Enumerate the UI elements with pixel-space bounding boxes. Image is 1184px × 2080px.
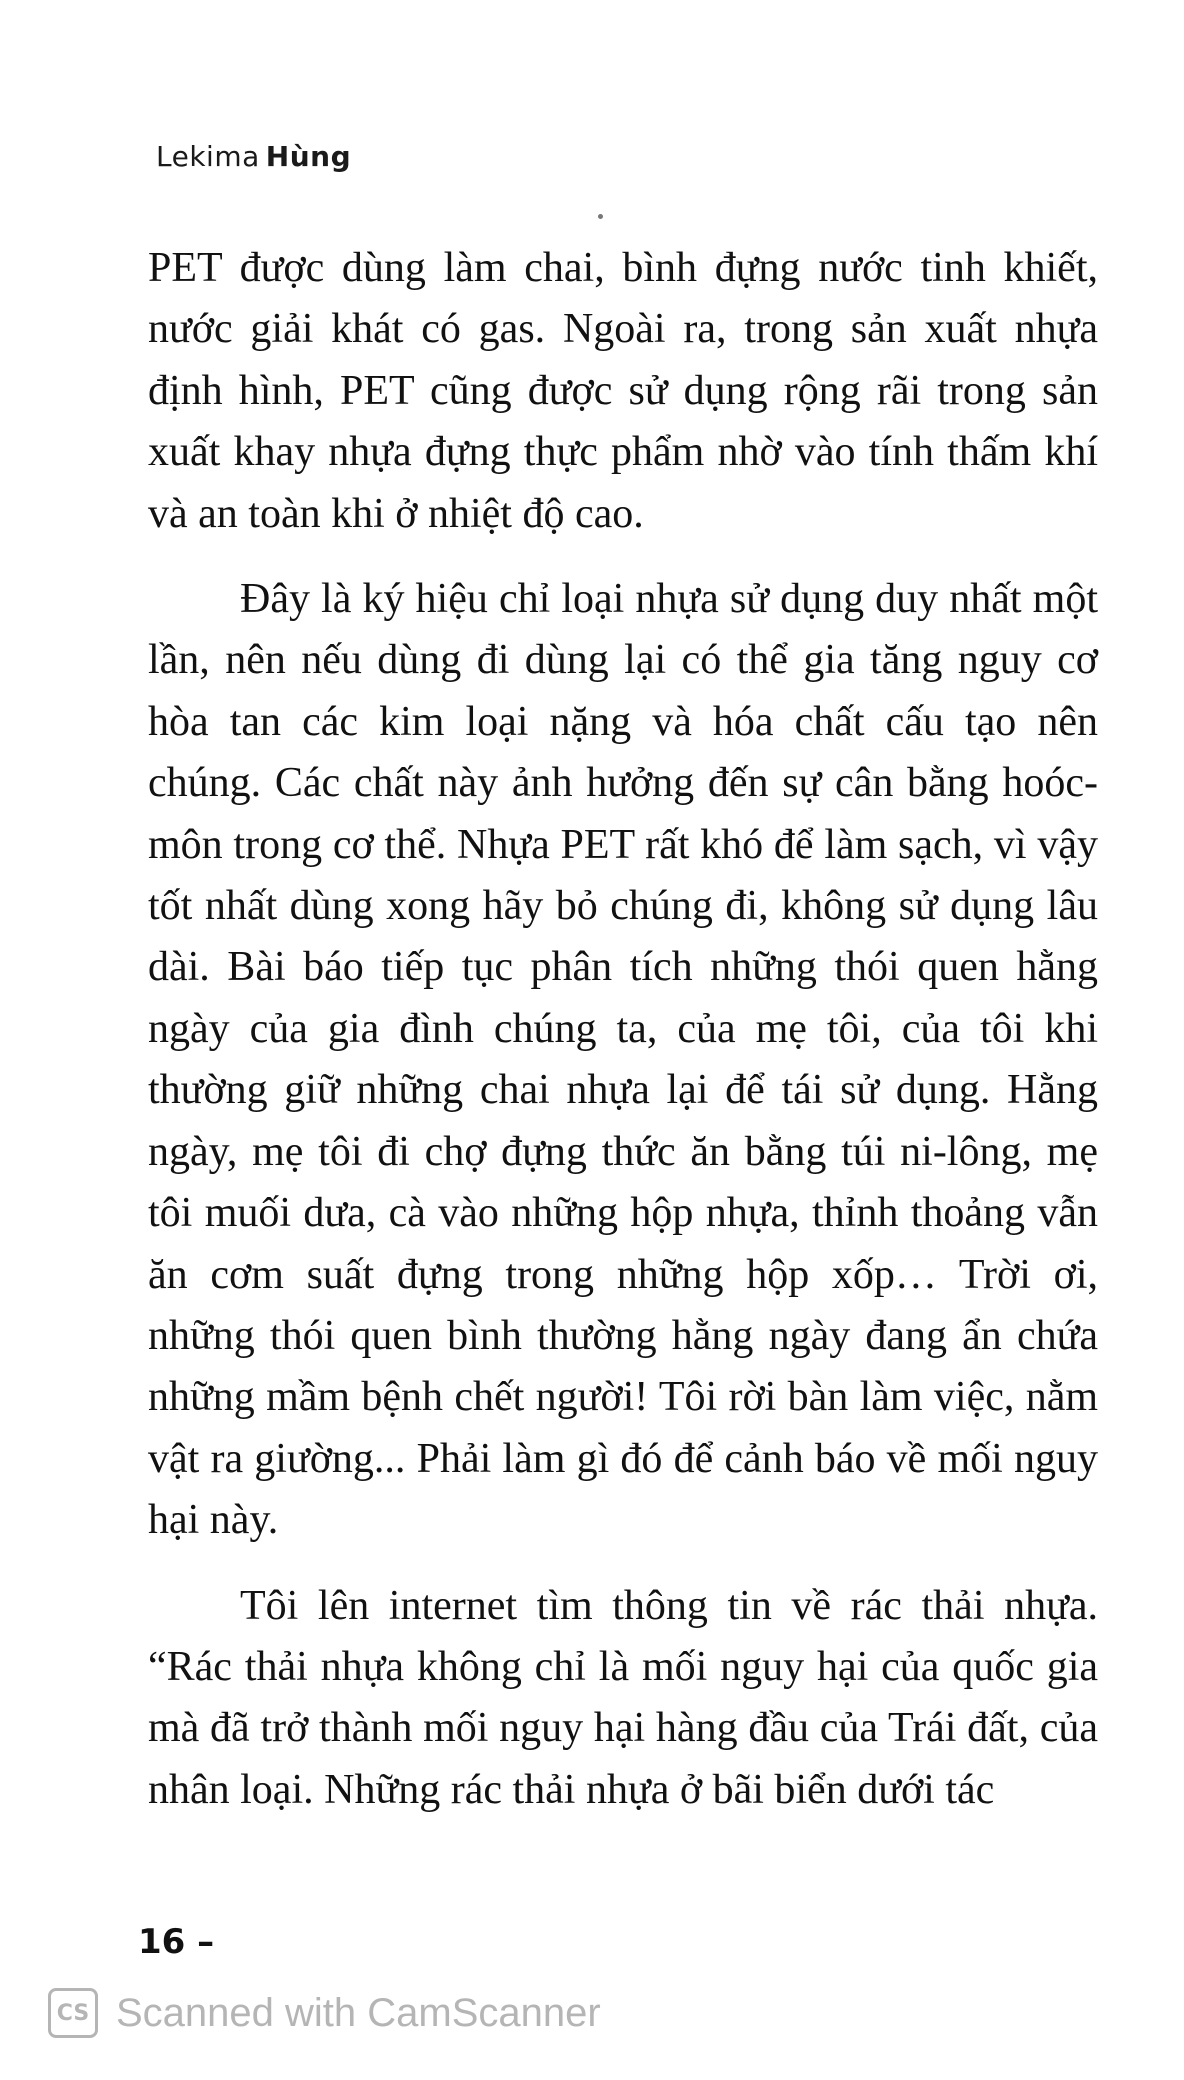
scanner-watermark: [48, 1988, 601, 2038]
author-first-name: Hùng: [265, 140, 352, 173]
running-header: [156, 140, 351, 173]
author-last-name: Lekima: [156, 140, 260, 173]
paragraph-1: PET được dùng làm chai, bình đựng nước tinh khiết, nước giải khát có gas. Ngoài ra, trong sản xuất nhựa định hình, PET cũng được sử dụng rộng rãi trong sản xuất khay nhựa đựng thực phẩm nhờ vào tính thấm khí và an toàn khi ở nhiệt độ cao.: [148, 245, 1098, 537]
scanner-watermark-text: Scanned with CamScanner: [116, 1990, 601, 2035]
body-text: [148, 238, 1098, 1845]
paragraph-2: Đây là ký hiệu chỉ loại nhựa sử dụng duy nhất một lần, nên nếu dùng đi dùng lại có thể gia tăng nguy cơ hòa tan các kim loại nặng và hóa chất cấu tạo nên chúng. Các chất này ảnh hưởng đến sự cân bằng hoóc-môn trong cơ thể. Nhựa PET rất khó để làm sạch, vì vậy tốt nhất dùng xong hãy bỏ chúng đi, không sử dụng lâu dài. Bài báo tiếp tục phân tích những thói quen hằng ngày của gia đình chúng ta, của mẹ tôi, của tôi khi thường giữ những chai nhựa lại để tái sử dụng. Hằng ngày, mẹ tôi đi chợ đựng thức ăn bằng túi ni-lông, mẹ tôi muối dưa, cà vào những hộp nhựa, thỉnh thoảng vẫn ăn cơm suất đựng trong những hộp xốp… Trời ơi, những thói quen bình thường hằng ngày đang ẩn chứa những mầm bệnh chết người! Tôi rời bàn làm việc, nằm vật ra giường... Phải làm gì đó để cảnh báo về mối nguy hại này.: [148, 576, 1098, 1544]
camscanner-logo-icon: [48, 1988, 98, 2038]
camscanner-logo-text: CS: [56, 2000, 90, 2026]
paragraph-3: Tôi lên internet tìm thông tin về rác thải nhựa. “Rác thải nhựa không chỉ là mối nguy hại của quốc gia mà đã trở thành mối nguy hại hàng đầu của Trái đất, của nhân loại. Những rác thải nhựa ở bãi biển dưới tác: [148, 1582, 1098, 1813]
page-number: 16 –: [138, 1922, 215, 1962]
scan-speck: [598, 214, 603, 219]
